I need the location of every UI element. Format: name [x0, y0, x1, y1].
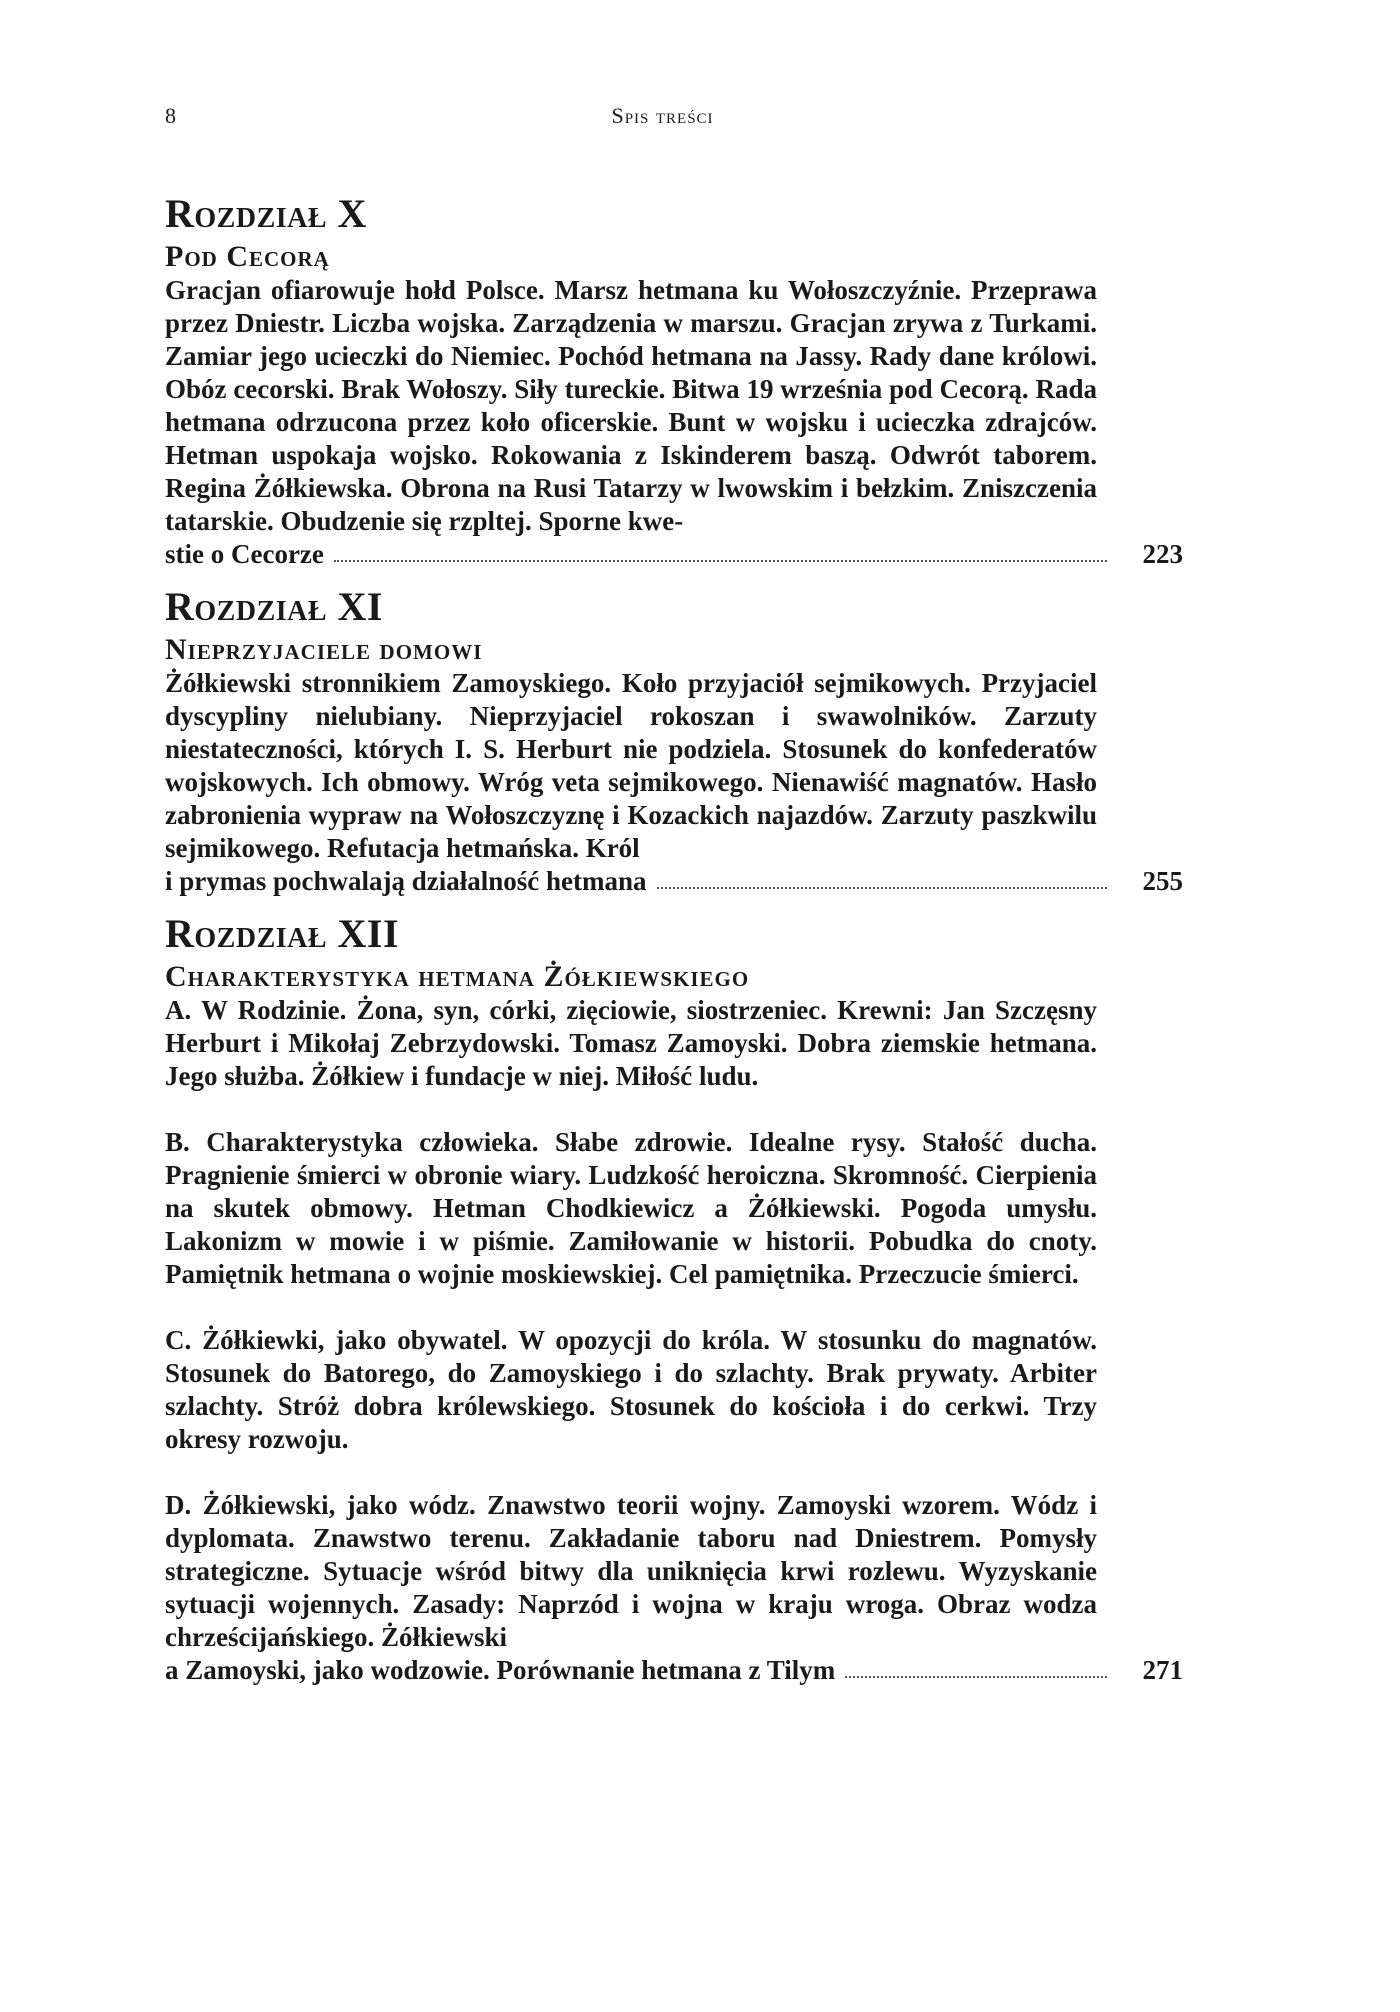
chapter-label: Rozdział XI	[165, 584, 383, 629]
summary-last-line: i prymas pochwalają działalność hetmana	[165, 866, 647, 896]
toc-entry-row	[165, 538, 1183, 571]
section-a: A. W Rodzinie. Żona, syn, córki, zięciowie, siostrzeniec. Krewni: Jan Szczęsny Herburt i Mikołaj Zebrzydowski. Tomasz Zamoyski. Dobra ziemskie hetmana. Jego służba. Żółkiew i fundacje w niej. Miłość ludu.	[165, 995, 1097, 1091]
chapter-page-number: 271	[1142, 1655, 1183, 1685]
dot-leader	[334, 559, 1107, 562]
section-d: D. Żółkiewski, jako wódz. Znawstwo teorii wojny. Zamoyski wzorem. Wódz i dyplomata. Znawstwo terenu. Zakładanie taboru nad Dniestrem. Pomysły strategiczne. Sytuacje wśród bitwy dla uniknięcia krwi rozlewu. Wyzyskanie sytuacji wojennych. Zasady: Naprzód i wojna w kraju wroga. Obraz wodza chrześcijańskiego. Żółkiewski	[165, 1490, 1097, 1652]
chapter-12	[165, 912, 1183, 1687]
chapter-page-number: 223	[1142, 539, 1183, 569]
summary-last-line: a Zamoyski, jako wodzowie. Porównanie hetmana z Tilym	[165, 1655, 836, 1685]
dot-leader	[845, 1675, 1107, 1678]
dot-leader	[657, 886, 1107, 889]
section-c: C. Żółkiewki, jako obywatel. W opozycji do króla. W stosunku do magnatów. Stosunek do Batorego, do Zamoyskiego i do szlachty. Brak prywaty. Arbiter szlachty. Stróż dobra królewskiego. Stosunek do kościoła i do cerkwi. Trzy okresy rozwoju.	[165, 1325, 1097, 1454]
section-b: B. Charakterystyka człowieka. Słabe zdrowie. Idealne rysy. Stałość ducha. Pragnienie śmierci w obronie wiary. Ludzkość heroiczna. Skromność. Cierpienia na skutek obmowy. Hetman Chodkiewicz a Żółkiewski. Pogoda umysłu. Lakonizm w mowie i w piśmie. Zamiłowanie w historii. Pobudka do cnoty. Pamiętnik hetmana o wojnie moskiewskiej. Cel pamiętnika. Przeczucie śmierci.	[165, 1127, 1097, 1289]
summary-last-line: stie o Cecorze	[165, 539, 324, 569]
chapter-11	[165, 585, 1183, 898]
chapter-title: Nieprzyjaciele domowi	[165, 633, 483, 666]
table-of-contents	[165, 192, 1183, 1687]
chapter-title: Pod Cecorą	[165, 240, 330, 273]
chapter-10	[165, 192, 1183, 571]
toc-entry-row	[165, 1654, 1183, 1687]
chapter-title: Charakterystyka hetmana Żółkiewskiego	[165, 960, 750, 993]
running-head-title: Spis treści	[611, 103, 714, 128]
chapter-summary: Żółkiewski stronnikiem Zamoyskiego. Koło przyjaciół sejmikowych. Przyjaciel dyscypliny nielubiany. Nieprzyjaciel rokoszan i swawolników. Zarzuty niestateczności, których I. S. Herburt nie podziela. Stosunek do konfederatów wojskowych. Ich obmowy. Wróg veta sejmikowego. Nienawiść magnatów. Hasło zabronienia wypraw na Wołoszczyznę i Kozackich najazdów. Zarzuty paszkwilu sejmikowego. Refutacja hetmańska. Król	[165, 668, 1097, 863]
running-head	[165, 103, 1160, 133]
page-number: 8	[165, 103, 176, 128]
chapter-page-number: 255	[1142, 866, 1183, 896]
chapter-label: Rozdział XII	[165, 911, 400, 956]
chapter-summary: Gracjan ofiarowuje hołd Polsce. Marsz hetmana ku Wołoszczyźnie. Przeprawa przez Dniestr. Liczba wojska. Zarządzenia w marszu. Gracjan zrywa z Turkami. Zamiar jego ucieczki do Niemiec. Pochód hetmana na Jassy. Rady dane królowi. Obóz cecorski. Brak Wołoszy. Siły tureckie. Bitwa 19 września pod Cecorą. Rada hetmana odrzucona przez koło oficerskie. Bunt w wojsku i ucieczka zdrajców. Hetman uspokaja wojsko. Rokowania z Iskinderem baszą. Odwrót taborem. Regina Żółkiewska. Obrona na Rusi Tatarzy w lwowskim i bełzkim. Zniszczenia tatarskie. Obudzenie się rzpltej. Sporne kwe-	[165, 275, 1097, 536]
chapter-label: Rozdział X	[165, 191, 367, 236]
toc-entry-row	[165, 865, 1183, 898]
